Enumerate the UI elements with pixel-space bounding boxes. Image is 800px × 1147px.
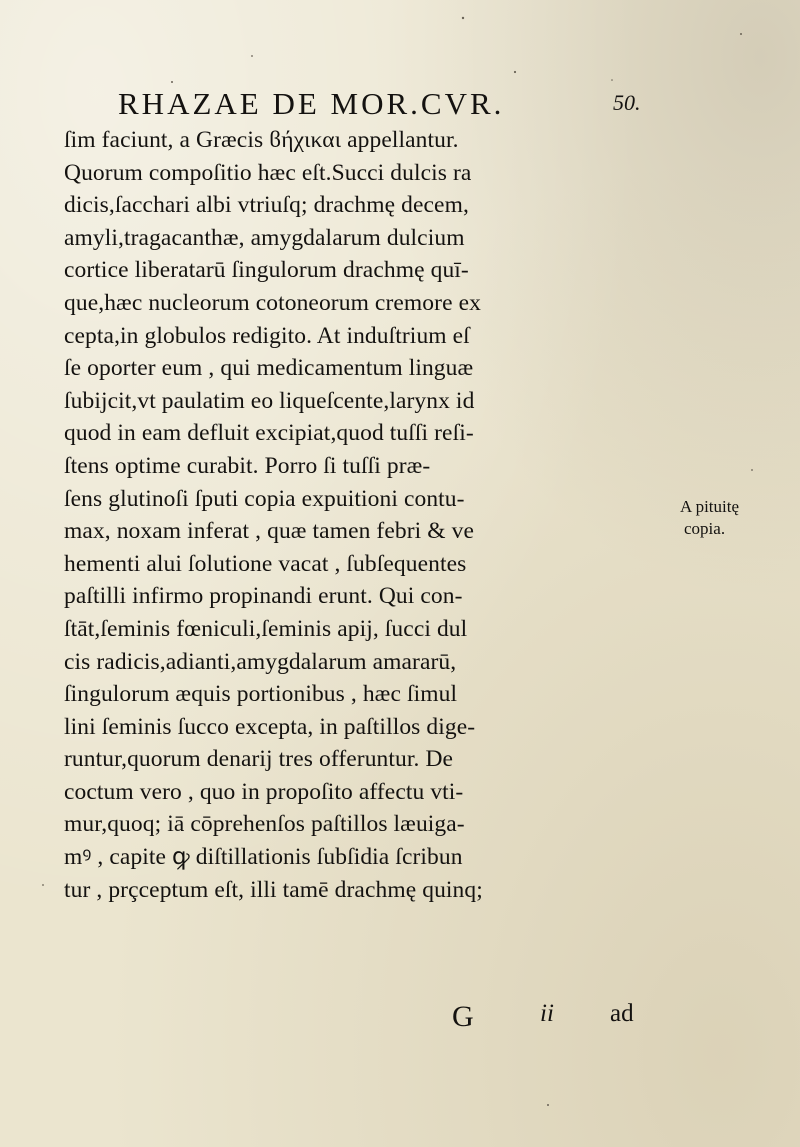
text-line: cis radicis,adianti,amygdalarum amararū, xyxy=(64,648,457,675)
running-head-title: RHAZAE DE MOR.CVR. xyxy=(118,86,505,121)
text-line: que,hæc nucleorum cotoneorum cremore ex xyxy=(64,289,481,316)
folio-number: 50. xyxy=(613,90,641,115)
text-line: ſubijcit,vt paulatim eo liqueſcente,larynx id xyxy=(64,387,475,414)
text-line: Quorum compoſitio hæc eſt.Succi dulcis ra xyxy=(64,159,472,186)
catchword-2: ad xyxy=(610,1000,634,1027)
text-line: cepta,in globulos redigito. At induſtrium eſ xyxy=(64,322,470,349)
text-line: lini ſeminis ſucco excepta, in paſtillos dige- xyxy=(64,713,476,740)
text-line: ſingulorum æquis portionibus , hæc ſimul xyxy=(64,681,458,708)
text-line: max, noxam inferat , quæ tamen febri & ve xyxy=(64,518,475,545)
text-line: runtur,quorum denarij tres offeruntur. De xyxy=(64,746,454,773)
margin-note-line-2: copia. xyxy=(684,519,726,538)
running-head xyxy=(118,86,678,126)
text-line: dicis,ſacchari albi vtriuſq; drachmę decem, xyxy=(64,192,469,219)
text-line: ſim faciunt, a Græcis ϐήχικαι appellantur. xyxy=(64,127,459,153)
text-line: ſtens optime curabit. Porro ſi tuſſi præ- xyxy=(64,452,431,479)
text-line: coctum vero , quo in propoſito affectu vti- xyxy=(64,778,464,805)
text-line: ſtāt,ſeminis fœniculi,ſeminis apij, ſucci dul xyxy=(64,615,468,642)
catchwords xyxy=(452,1000,672,1040)
text-line: mꝰ , capite ꝙ diſtillationis ſubſidia ſcribun xyxy=(64,844,463,871)
text-line: quod in eam defluit excipiat,quod tuſſi reſi- xyxy=(64,420,474,447)
text-line: mur,quoq; iā cōprehenſos paſtillos læuiga- xyxy=(64,811,465,838)
text-line: ſe oporter eum , qui medicamentum linguæ xyxy=(64,355,474,382)
margin-note-line-1: A pituitę xyxy=(680,497,740,516)
catchword-1: ii xyxy=(540,1000,554,1027)
text-line: hementi alui ſolutione vacat , ſubſequentes xyxy=(64,550,467,577)
margin-note xyxy=(680,496,790,540)
text-line: amyli,tragacanthæ, amygdalarum dulcium xyxy=(64,224,465,251)
text-line: cortice liberatarū ſingulorum drachmę quī- xyxy=(64,257,469,284)
text-line: tur , prçceptum eſt, illi tamē drachmę quinq; xyxy=(64,876,483,903)
text-line: ſens glutinoſi ſputi copia expuitioni contu- xyxy=(64,485,465,512)
text-line: paſtilli infirmo propinandi erunt. Qui con- xyxy=(64,583,463,610)
body-text xyxy=(64,124,676,906)
signature-mark: G xyxy=(452,1000,474,1033)
